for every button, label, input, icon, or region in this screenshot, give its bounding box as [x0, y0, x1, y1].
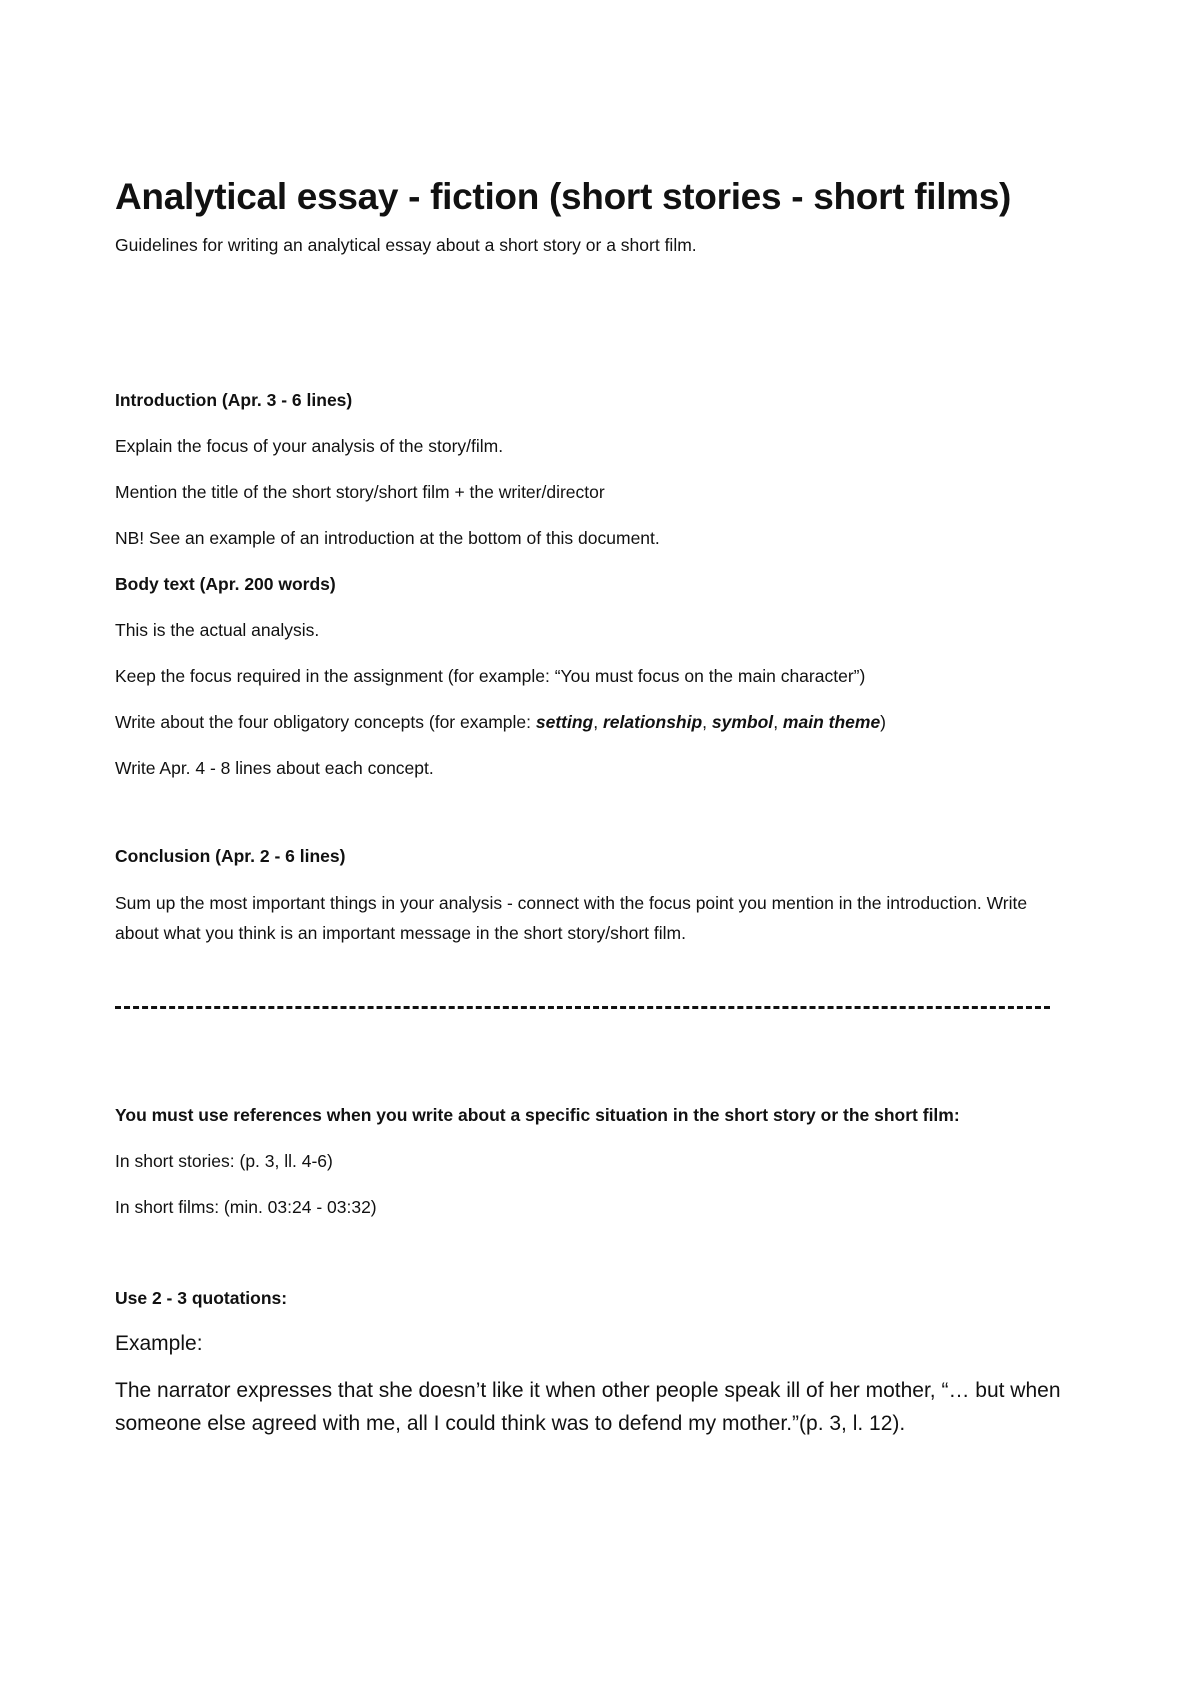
body-text-line: Keep the focus required in the assignment (for example: “You must focus on the main character”) — [115, 666, 866, 686]
body-text-line: Write Apr. 4 - 8 lines about each concept. — [115, 758, 434, 778]
quotations-example-text: The narrator expresses that she doesn’t like it when other people speak ill of her mother, “… but when someone else agreed with me, all I could think was to defend my mother.”(p. 3, l. 12). — [115, 1379, 1061, 1435]
concept-separator: , — [773, 712, 783, 732]
section-separator — [115, 1006, 1050, 1009]
concept-main-theme: main theme — [782, 712, 881, 732]
introduction-line: Mention the title of the short story/short film + the writer/director — [115, 482, 605, 502]
conclusion-heading: Conclusion (Apr. 2 - 6 lines) — [115, 846, 346, 866]
concept-setting: setting — [535, 712, 594, 732]
body-text-concepts-line — [115, 707, 886, 737]
introduction-line: Explain the focus of your analysis of the story/film. — [115, 436, 504, 456]
concepts-prefix: Write about the four obligatory concepts (for example: — [115, 712, 536, 732]
references-short-stories: In short stories: (p. 3, ll. 4-6) — [115, 1151, 333, 1171]
concept-relationship: relationship — [602, 712, 703, 732]
document-subtitle: Guidelines for writing an analytical essay about a short story or a short film. — [115, 235, 697, 255]
references-heading: You must use references when you write about a specific situation in the short story or the short film: — [115, 1105, 960, 1125]
concept-separator: , — [593, 712, 603, 732]
introduction-line: NB! See an example of an introduction at the bottom of this document. — [115, 528, 660, 548]
concept-separator: , — [702, 712, 712, 732]
quotations-heading: Use 2 - 3 quotations: — [115, 1288, 288, 1308]
conclusion-text: Sum up the most important things in your analysis - connect with the focus point you mention in the introduction. Write about what you think is an important message in the short story/short film. — [115, 893, 1028, 943]
concepts-suffix: ) — [880, 712, 886, 732]
quotations-example-label: Example: — [115, 1332, 203, 1355]
concept-symbol: symbol — [711, 712, 774, 732]
body-text-line: This is the actual analysis. — [115, 620, 320, 640]
introduction-heading: Introduction (Apr. 3 - 6 lines) — [115, 390, 353, 410]
document-title: Analytical essay - fiction (short stories - short films) — [115, 176, 1012, 217]
body-text-heading: Body text (Apr. 200 words) — [115, 574, 336, 594]
references-short-films: In short films: (min. 03:24 - 03:32) — [115, 1197, 377, 1217]
